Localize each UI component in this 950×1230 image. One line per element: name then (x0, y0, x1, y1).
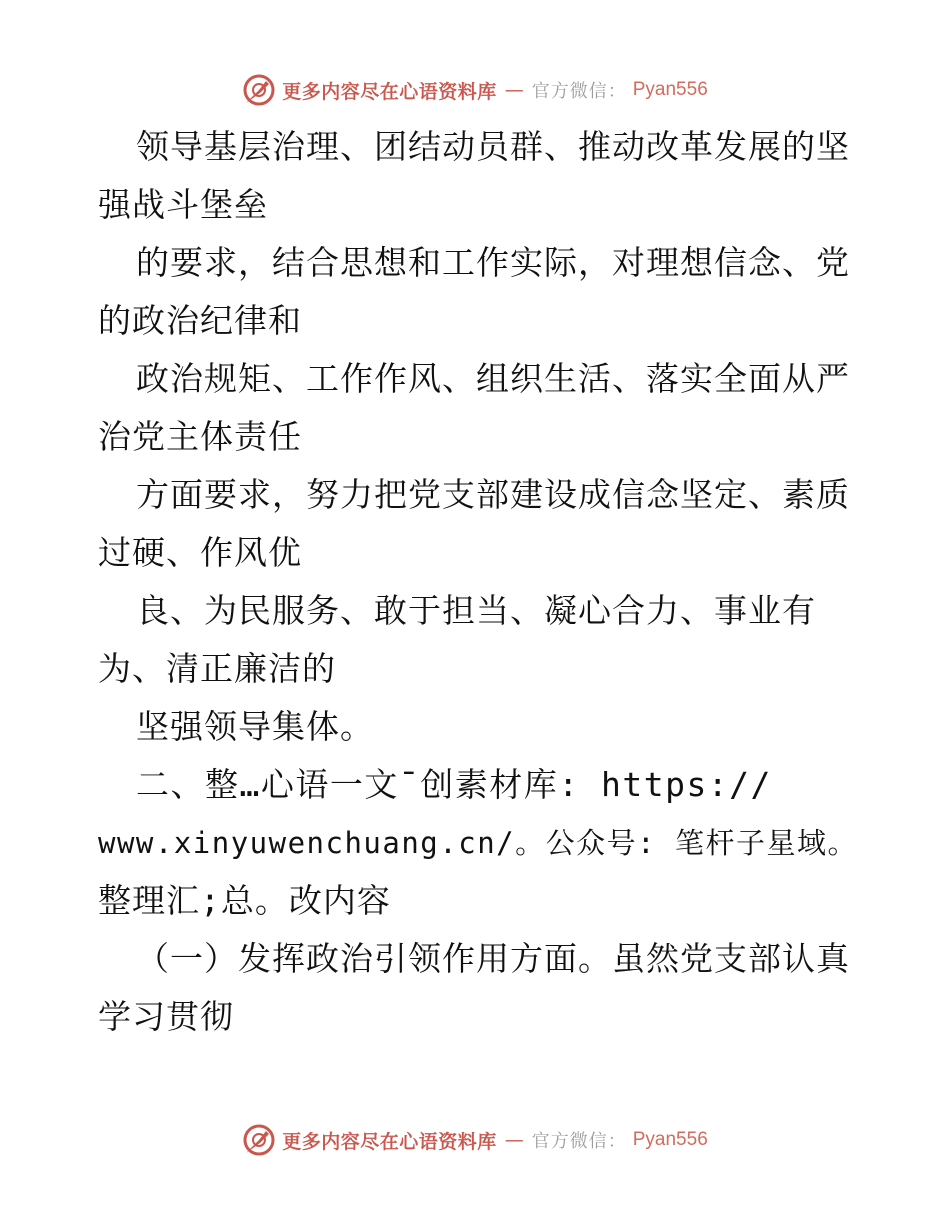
body-line: 学习贯彻 (98, 997, 234, 1036)
watermark-wechat-label: 官方微信： (531, 1131, 627, 1152)
body-line: www.xinyuwenchuang.cn/。公众号: 笔杆子星域。 (98, 826, 859, 860)
body-line: 强战斗堡垒 (98, 185, 268, 224)
body-line: 方面要求，努力把党支部建设成信念坚定、素质 (136, 475, 850, 514)
body-line: 领导基层治理、团结动员群、推动改革发展的坚 (136, 127, 850, 166)
document-body (98, 118, 858, 1046)
watermark-wechat-id: Pyan556 (632, 79, 708, 100)
watermark-wechat-label: 官方微信： (531, 81, 627, 102)
body-line: （一）发挥政治引领作用方面。虽然党支部认真 (136, 939, 850, 978)
watermark-main-text: 更多内容尽在心语资料库 (282, 80, 497, 103)
footer-watermark (0, 1120, 950, 1160)
body-line: 为、清正廉洁的 (98, 649, 336, 688)
body-line: 的政治纪律和 (98, 301, 302, 340)
watermark-main-text: 更多内容尽在心语资料库 (282, 1130, 497, 1153)
watermark-dash: — (504, 1129, 524, 1151)
pen-logo-icon (242, 73, 276, 107)
watermark-wechat-id: Pyan556 (632, 1129, 708, 1150)
pen-logo-icon (242, 1123, 276, 1157)
body-line: 治党主体责任 (98, 417, 302, 456)
header-watermark (0, 70, 950, 110)
body-line: 良、为民服务、敢于担当、凝心合力、事业有 (136, 591, 816, 630)
watermark-dash: — (504, 79, 524, 101)
body-line: 政治规矩、工作作风、组织生活、落实全面从严 (136, 359, 850, 398)
body-line: 的要求，结合思想和工作实际，对理想信念、党 (136, 243, 850, 282)
body-line: 过硬、作风优 (98, 533, 302, 572)
body-line: 坚强领导集体。 (136, 707, 374, 746)
body-line: 整理汇;总。改内容 (98, 881, 391, 920)
body-line: 二、整…心语一文¯创素材库: https:// (136, 765, 772, 804)
